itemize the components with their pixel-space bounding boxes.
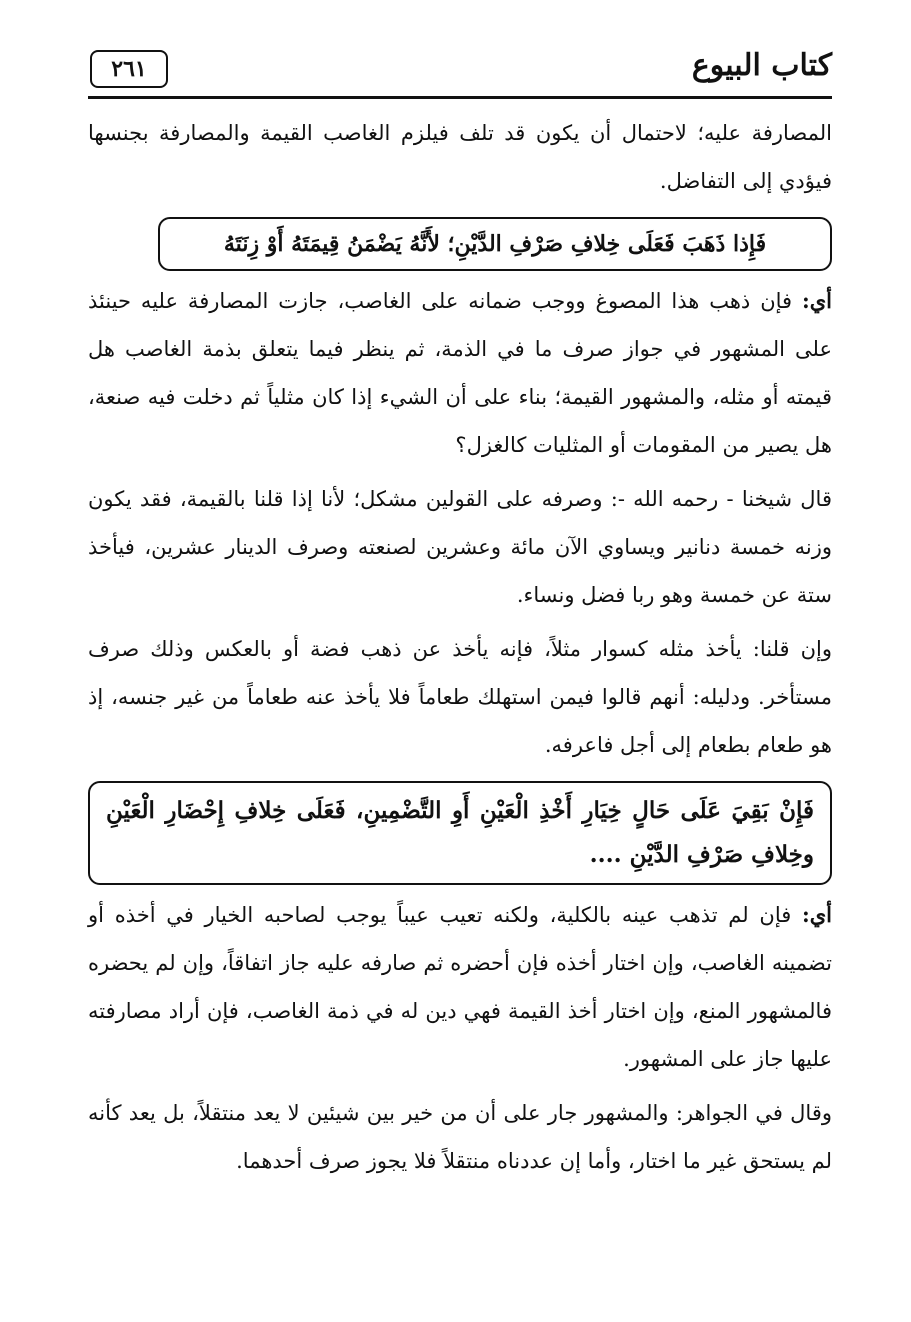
- paragraph-2-text: فإن ذهب هذا المصوغ ووجب ضمانه على الغاصب، جازت المصارفة عليه حينئذ على المشهور في جواز صرف ما في الذمة، ثم ينظر فيما يتعلق بذمة الغاصب هل قيمته أو مثله، والمشهور القيمة؛ بناء على أن الشيء إذا كان مثلياً ثم دخلت فيه صنعة، هل يصير من المقومات أو المثليات كالغزل؟: [88, 289, 832, 457]
- page-header: [88, 40, 832, 99]
- matn-box-2: فَإِنْ بَقِيَ عَلَى حَالٍ خِيَارِ أَخْذِ الْعَيْنِ أَوِ التَّضْمِينِ، فَعَلَى خِلافِ إِحْضَارِ الْعَيْنِ وخِلافِ صَرْفِ الدَّيْنِ ....: [88, 781, 832, 885]
- paragraph-5-text: فإن لم تذهب عينه بالكلية، ولكنه تعيب عيباً يوجب لصاحبه الخيار في أخذه أو تضمينه الغاصب، وإن اختار أخذه فإن أحضره ثم صارفه عليه جاز اتفاقاً، وإن لم يحضره فالمشهور المنع، وإن اختار أخذ القيمة فهي دين له في ذمة الغاصب، فإن أراد مصارفته عليها جاز على المشهور.: [88, 903, 832, 1071]
- paragraph-1: المصارفة عليه؛ لاحتمال أن يكون قد تلف فيلزم الغاصب القيمة والمصارفة بجنسها فيؤدي إلى التفاضل.: [88, 121, 832, 193]
- matn-box-1: فَإِذا ذَهَبَ فَعَلَى خِلافِ صَرْفِ الدَّيْنِ؛ لأَنَّهُ يَضْمَنُ قِيمَتَهُ أَوْ زِنَتَهُ: [158, 217, 832, 271]
- paragraph-2-lead: أي:: [801, 288, 832, 313]
- paragraph-4: وإن قلنا: يأخذ مثله كسوار مثلاً، فإنه يأخذ عن ذهب فضة أو بالعكس وذلك صرف مستأخر. ودليله: أنهم قالوا فيمن استهلك طعاماً فلا يأخذ عنه طعاماً من غير جنسه، إذ هو طعام بطعام إلى أجل فاعرفه.: [88, 637, 832, 757]
- paragraph-5-lead: أي:: [801, 902, 832, 927]
- paragraph-3: قال شيخنا - رحمه الله -: وصرفه على القولين مشكل؛ لأنا إذا قلنا بالقيمة، فقد يكون وزنه خمسة دنانير ويساوي الآن مائة وعشرين لصنعته وصرف الدينار عشرين، فيأخذ ستة عن خمسة وهو ربا فضل ونساء.: [88, 487, 832, 607]
- chapter-title: كتاب البيوع: [691, 48, 832, 83]
- book-page: [88, 40, 832, 1185]
- page-number-box: ٢٦١: [90, 50, 168, 88]
- paragraph-2: [88, 277, 832, 469]
- paragraph-5: [88, 891, 832, 1083]
- paragraph-6: وقال في الجواهر: والمشهور جار على أن من خير بين شيئين لا يعد منتقلاً، بل يعد كأنه لم يستحق غير ما اختار، وأما إن عددناه منتقلاً فلا يجوز صرف أحدهما.: [88, 1101, 832, 1173]
